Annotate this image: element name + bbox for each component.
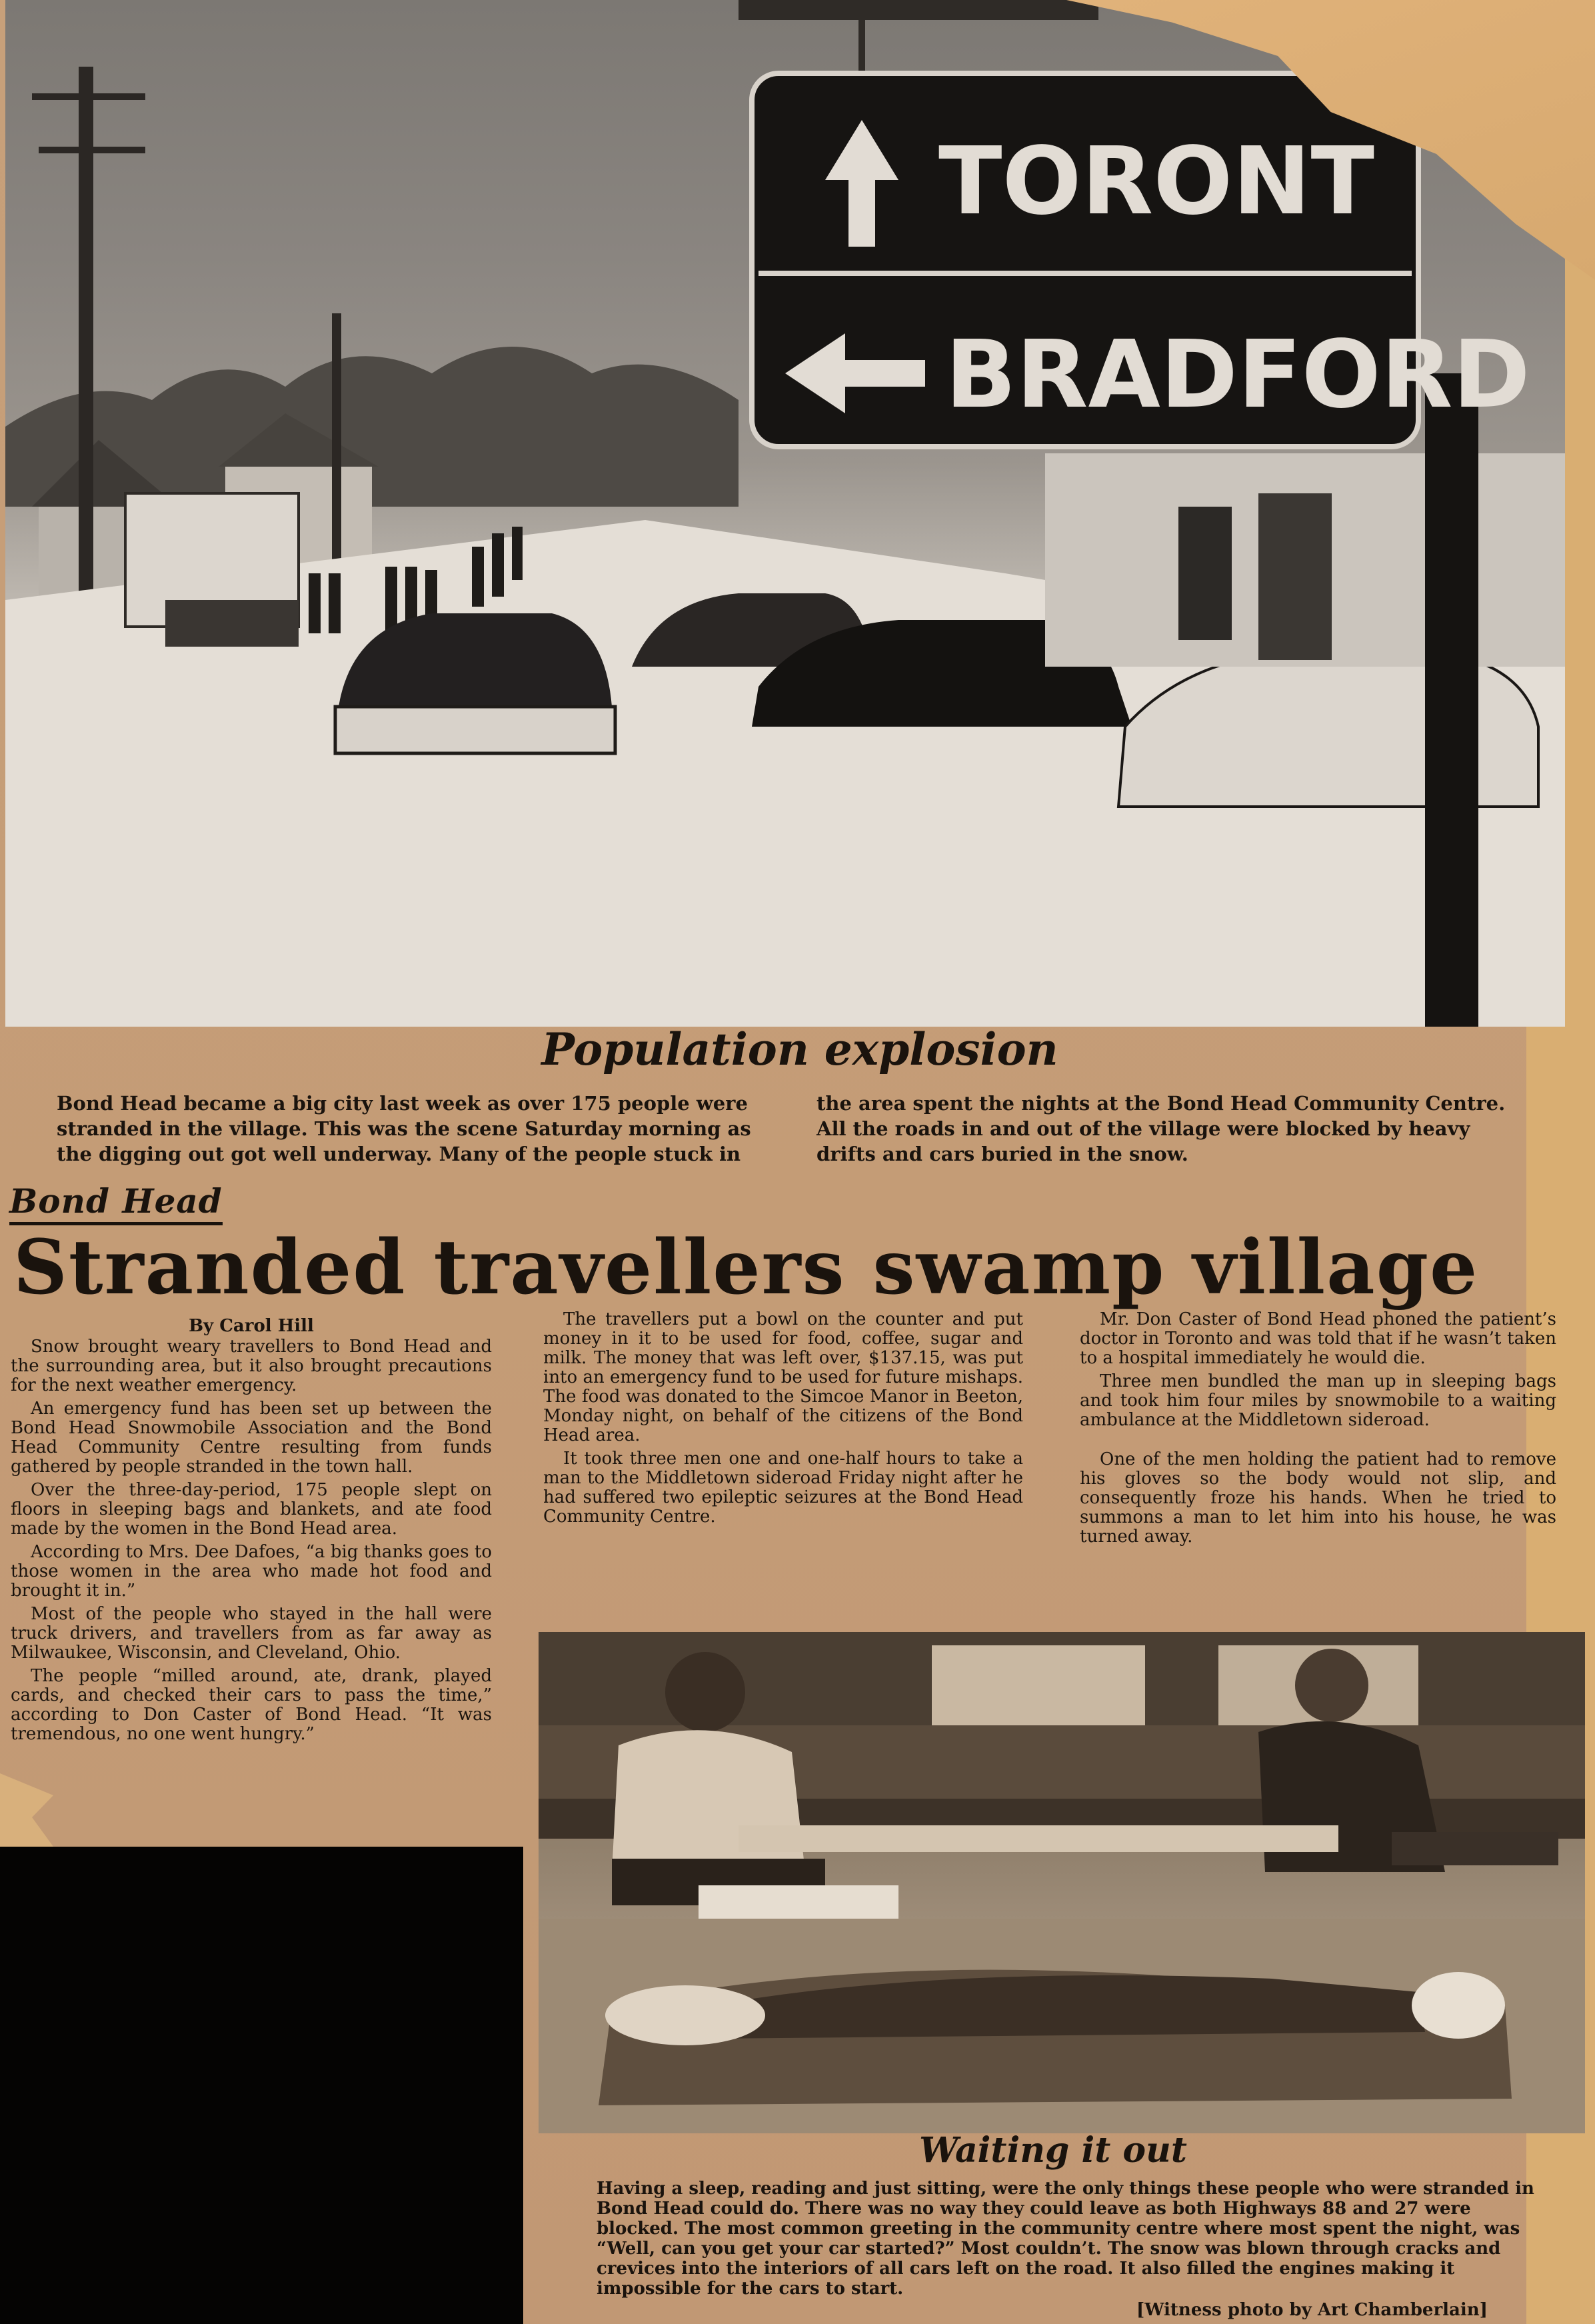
paragraph: It took three men one and one-half hours to take a man to the Middletown sideroad Friday night after he had suffered two epileptic seizures at the Bond Head Community Centre. <box>543 1449 1023 1527</box>
sign-toronto-text: TORONT <box>938 127 1374 236</box>
paragraph: Mr. Don Caster of Bond Head phoned the patient’s doctor in Toronto and was told that if he wasn’t taken to a hospital immediately he would die. <box>1080 1309 1556 1368</box>
byline: By Carol Hill <box>189 1316 314 1336</box>
paragraph: Three men bundled the man up in sleeping bags and took him four miles by snowmobile to a waiting ambulance at the Middletown sideroad. <box>1080 1371 1556 1430</box>
paragraph: An emergency fund has been set up between the Bond Head Snowmobile Association and the Bond Head Community Centre resulting from funds gathered by people stranded in the town hall. <box>11 1399 492 1477</box>
photo-credit: [Witness photo by Art Chamberlain] <box>1136 2300 1488 2320</box>
snow-street-illustration <box>5 0 1565 1027</box>
article-column-3 <box>1080 1310 1556 1551</box>
waiting-photo <box>539 1632 1585 2133</box>
photo2-caption-title: Waiting it out <box>919 2130 1187 2171</box>
paragraph: Snow brought weary travellers to Bond Head and the surrounding area, but it also brought precautions for the next weather emergency. <box>11 1337 492 1395</box>
paragraph: According to Mrs. Dee Dafoes, “a big thanks goes to those women in the area who made hot food and brought it in.” <box>11 1542 492 1601</box>
photo1-caption-title: Population explosion <box>541 1023 1058 1075</box>
waiting-illustration <box>539 1632 1585 2133</box>
article-headline: Stranded travellers swamp village <box>13 1224 1479 1311</box>
article-column-1 <box>11 1317 492 1748</box>
paragraph: One of the men holding the patient had to remove his gloves so the body would not slip, and consequently froze his hands. When he tried to summons a man to let him into his house, he was turned away. <box>1080 1449 1556 1547</box>
photo1-caption-left: Bond Head became a big city last week as over 175 people were stranded in the village. This was the scene Saturday morning as the digging out got well underway. Many of the people stuck in <box>57 1092 751 1165</box>
black-background-corner <box>0 1847 523 2324</box>
paragraph: Most of the people who stayed in the hall were truck drivers, and travellers from as far away as Milwaukee, Wisconsin, and Cleveland, Ohio. <box>11 1604 492 1663</box>
photo1-caption-right: the area spent the nights at the Bond Head Community Centre. All the roads in and out of the village were blocked by heavy drifts and cars buried in the snow. <box>816 1092 1506 1165</box>
snow-street-photo <box>5 0 1565 1027</box>
section-kicker: Bond Head <box>9 1181 223 1225</box>
paragraph: The travellers put a bowl on the counter and put money in it to be used for food, coffee, sugar and milk. The money that was left over, $137.15, was put into an emergency fund to be used for future mishaps. The food was donated to the Simcoe Manor in Beeton, Monday night, on behalf of the citizens of the Bond Head area. <box>543 1309 1023 1445</box>
sign-bradford-text: BRADFORD <box>945 321 1530 429</box>
photo2-caption: Having a sleep, reading and just sitting, were the only things these people who were stranded in Bond Head could do. There was no way they could leave as both Highways 88 and 27 were blocked. The most common greeting in the community centre where most spent the night, was “Well, can you get your car started?” Most couldn’t. The snow was blown through cracks and crevices into the interiors of all cars left on the road. It also filled the engines making it impossible for the cars to start. <box>597 2179 1534 2299</box>
paragraph: Over the three-day-period, 175 people slept on floors in sleeping bags and blankets, and ate food made by the women in the Bond Head area. <box>11 1480 492 1539</box>
article-column-2 <box>543 1310 1023 1531</box>
paragraph: The people “milled around, ate, drank, played cards, and checked their cars to pass the time,” according to Don Caster of Bond Head. “It was tremendous, no one went hungry.” <box>11 1666 492 1744</box>
